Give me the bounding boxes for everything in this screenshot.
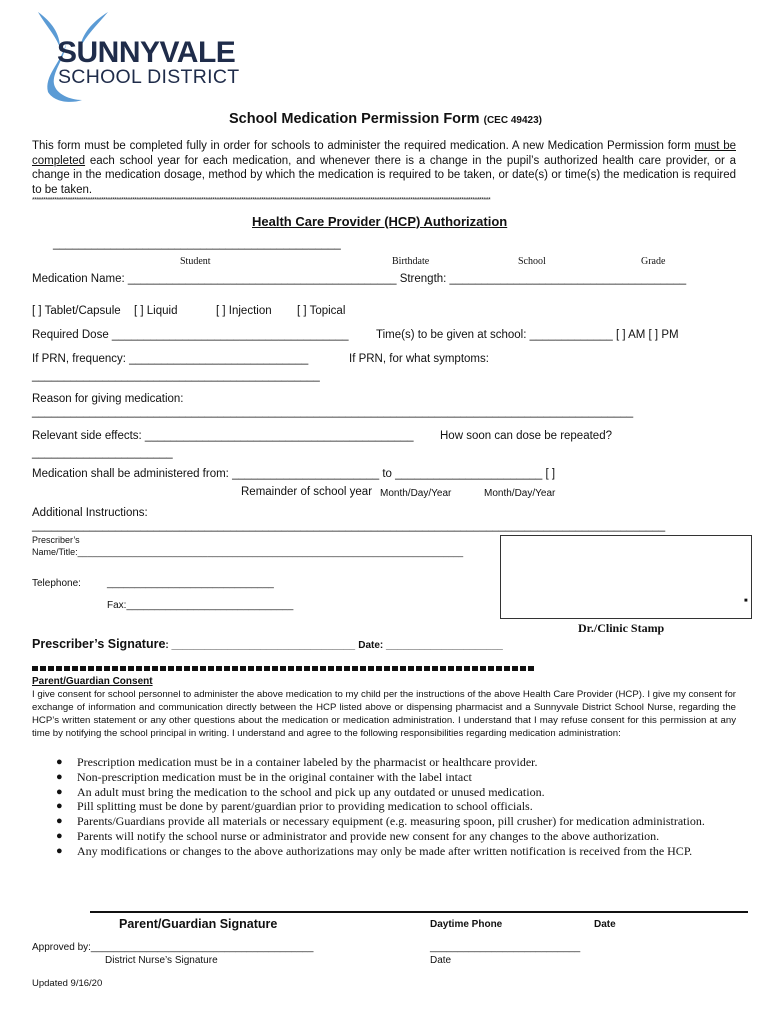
updated-footer: Updated 9/16/20 — [32, 978, 103, 989]
bullet-icon: ● — [56, 756, 63, 768]
form-title — [229, 111, 542, 127]
stamp-label: Dr./Clinic Stamp — [578, 621, 665, 635]
medication-name-field[interactable]: Medication Name: __________________________________________ Strength: _____________________________________ — [32, 273, 687, 285]
consent-paragraph: I give consent for school personnel to administer the above medication to my child per the instructions of the above Health Care Provider (HCP). I give my consent for exchange of information and communication directly between the HCP listed above or dispensing pharmacist and a Sunnyvale District School Nurse, regarding the HCP’s written statement or any other questions about the medication or medication administration. I understand that I may refuse consent for this permission at any time by notifying the school principal in writing. I understand and agree to the following responsibilities regarding medication administration: — [32, 689, 736, 739]
reason-line[interactable]: ______________________________________________________________________________________________ — [32, 406, 634, 418]
intro-part1: This form must be completed fully in order for schools to administer the required medication. A new Medication Permission form — [32, 140, 695, 152]
approved-by-field[interactable]: Approved by:________________________________________ — [32, 942, 314, 953]
list-item — [32, 844, 732, 859]
telephone-line[interactable]: ______________________________ — [107, 578, 274, 589]
nurse-signature-label: District Nurse’s Signature — [105, 955, 218, 966]
repeat-label: How soon can dose be repeated? — [440, 430, 612, 442]
intro-paragraph — [32, 139, 736, 197]
daytime-phone-label: Daytime Phone — [430, 919, 503, 930]
list-item — [32, 770, 732, 785]
fax-field[interactable]: Fax:______________________________ — [107, 600, 294, 611]
nurse-date-line[interactable]: ___________________________ — [430, 942, 581, 953]
administered-from-field[interactable]: Medication shall be administered from: _______________________ to _______________________ [ ] — [32, 468, 556, 480]
list-item-text: Pill splitting must be done by parent/guardian prior to providing medication to school officials. — [77, 799, 533, 814]
side-effects-line[interactable]: ______________________ — [32, 447, 173, 459]
prescriber-label: Prescriber’s — [32, 535, 80, 545]
student-label: Student — [180, 256, 211, 267]
responsibilities-list — [32, 755, 732, 859]
list-item-text: Parents will notify the school nurse or administrator and provide new consent for any changes to the above authorization. — [77, 828, 660, 843]
prn-symptoms-line[interactable]: _____________________________________________ — [32, 370, 320, 382]
list-item-text: Non-prescription medication must be in the original container with the label intact — [77, 769, 472, 784]
list-item-text: Parents/Guardians provide all materials or necessary equipment (e.g. measuring spoon, pill crusher) for medication administration. — [77, 814, 705, 829]
school-label: School — [518, 256, 546, 267]
birthdate-label: Birthdate — [392, 256, 430, 267]
prn-symptoms-label: If PRN, for what symptoms: — [349, 353, 489, 365]
list-item-text: An adult must bring the medication to the school and pick up any outdated or unused medication. — [77, 784, 545, 799]
injection-checkbox[interactable]: [ ] Injection — [216, 305, 272, 317]
prescriber-signature-row[interactable] — [32, 637, 503, 651]
form-code: (CEC 49423) — [483, 115, 542, 126]
prescriber-signature-label: Prescriber’s Signature — [32, 637, 166, 651]
section-divider — [32, 666, 534, 671]
logo-line2: SCHOOL DISTRICT — [58, 66, 240, 88]
bullet-icon: ● — [56, 829, 63, 842]
list-item — [32, 814, 732, 829]
reason-label: Reason for giving medication: — [32, 393, 184, 405]
nurse-date-label: Date — [430, 955, 452, 966]
bullet-icon: ● — [56, 800, 63, 813]
bullet-icon: ● — [56, 770, 63, 783]
prn-frequency-field[interactable]: If PRN, frequency: ____________________________ — [32, 353, 309, 365]
form-title-main: School Medication Permission Form — [229, 111, 480, 127]
grade-label: Grade — [641, 256, 666, 267]
remainder-label: Remainder of school year — [241, 486, 373, 498]
liquid-checkbox[interactable]: [ ] Liquid — [134, 305, 178, 317]
parent-date-label: Date — [594, 919, 616, 930]
clinic-stamp-box[interactable] — [500, 535, 752, 619]
required-dose-field[interactable]: Required Dose _____________________________________ — [32, 329, 349, 341]
intro-emphasis: must be completed — [32, 140, 736, 167]
list-item-text: Any modifications or changes to the above authorizations may only be made after written notification is received from the HCP. — [77, 843, 693, 858]
from-mdy-label: Month/Day/Year — [380, 488, 452, 499]
bullet-icon: ● — [56, 785, 63, 798]
bullet-icon: ● — [56, 844, 63, 857]
tablet-checkbox[interactable]: [ ] Tablet/Capsule — [32, 305, 121, 317]
telephone-label: Telephone: — [32, 578, 81, 589]
stamp-dot: ■ — [744, 598, 748, 604]
to-mdy-label: Month/Day/Year — [484, 488, 556, 499]
bullet-icon: ● — [56, 815, 63, 828]
parent-signature-label: Parent/Guardian Signature — [119, 917, 278, 931]
intro-part2: each school year for each medication, and whenever there is a change in the pupil’s authorized health care provider, or a change in the medication dosage, method by which the medication is required to be taken, or date(s) or time(s) the medication is required to be taken. — [32, 154, 736, 196]
student-line[interactable]: _____________________________________________ — [53, 238, 341, 250]
times-field[interactable]: Time(s) to be given at school: _____________ [ ] AM [ ] PM — [376, 329, 679, 341]
name-title-field[interactable]: Name/Title:_____________________________________________________________________________ — [32, 547, 464, 557]
additional-label: Additional Instructions: — [32, 507, 148, 519]
logo-line1: SUNNYVALE — [57, 36, 236, 69]
prescriber-date-field[interactable]: Date: _____________________ — [358, 640, 503, 651]
separator: ************************************************************************************************************************************************************************************************************** — [32, 197, 491, 204]
list-item-text: Prescription medication must be in a container labeled by the pharmacist or healthcare provider. — [77, 755, 538, 769]
list-item — [32, 799, 732, 814]
parent-signature-line[interactable] — [90, 911, 748, 913]
hcp-heading: Health Care Provider (HCP) Authorization — [252, 214, 508, 229]
topical-checkbox[interactable]: [ ] Topical — [297, 305, 346, 317]
additional-line[interactable]: ___________________________________________________________________________________________________ — [32, 520, 666, 532]
list-item — [32, 829, 732, 844]
side-effects-field[interactable]: Relevant side effects: __________________________________________ — [32, 430, 414, 442]
list-item — [32, 785, 732, 800]
list-item — [32, 755, 732, 770]
prescriber-signature-line[interactable]: : _________________________________ — [165, 640, 356, 651]
consent-heading: Parent/Guardian Consent — [32, 676, 153, 687]
